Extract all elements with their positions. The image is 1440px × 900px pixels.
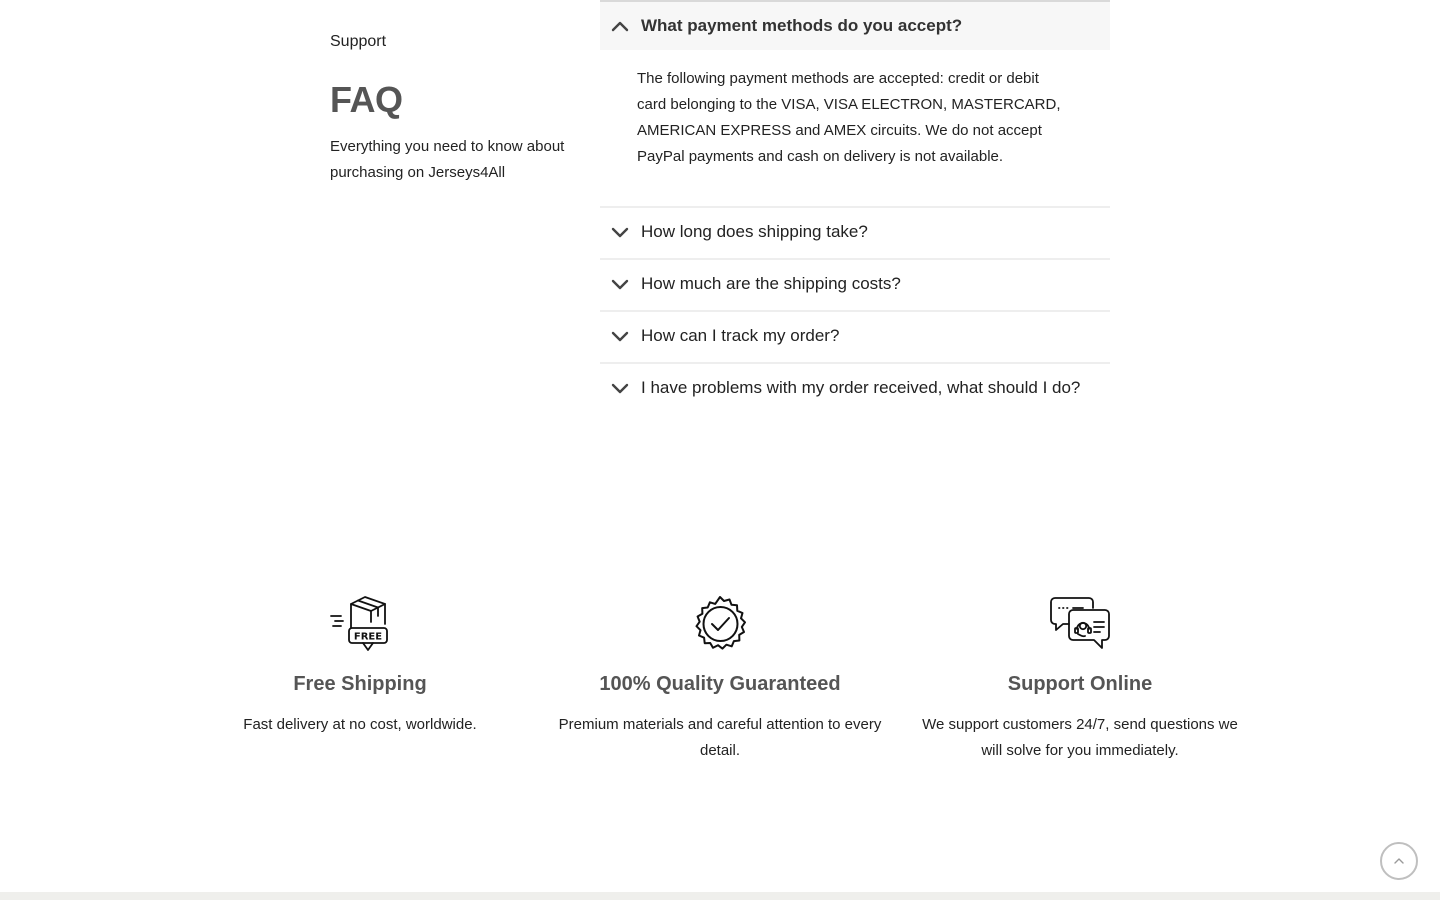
chevron-down-icon bbox=[610, 376, 630, 400]
faq-description: Everything you need to know about purchasing on Jerseys4All bbox=[330, 138, 565, 181]
faq-toggle-track-order[interactable] bbox=[600, 312, 1110, 362]
faq-accordion bbox=[600, 0, 1110, 414]
feature-quality bbox=[540, 594, 900, 764]
faq-question: I have problems with my order received, what should I do? bbox=[641, 378, 1081, 397]
faq-toggle-shipping-costs[interactable] bbox=[600, 260, 1110, 310]
faq-question: How much are the shipping costs? bbox=[641, 274, 901, 293]
feature-text: Fast delivery at no cost, worldwide. bbox=[243, 716, 477, 733]
feature-support bbox=[900, 594, 1260, 764]
chevron-down-icon bbox=[610, 272, 630, 296]
faq-intro bbox=[330, 30, 570, 186]
free-badge-text: FREE bbox=[353, 631, 383, 643]
support-chat-icon bbox=[900, 594, 1260, 654]
faq-answer: The following payment methods are accepted: credit or debit card belonging to the VISA, VISA ELECTRON, MASTERCARD, AMERICAN EXPRESS and AMEX circuits. We do not accept PayPal payments and cash on delivery is not available. bbox=[637, 70, 1061, 165]
faq-question: How long does shipping take? bbox=[641, 222, 868, 241]
page-title: FAQ bbox=[330, 79, 403, 120]
faq-eyebrow: Support bbox=[330, 33, 387, 50]
feature-text: Premium materials and careful attention to every detail. bbox=[558, 716, 882, 759]
faq-item-order-problems bbox=[600, 362, 1110, 414]
quality-badge-icon bbox=[540, 594, 900, 654]
chevron-down-icon bbox=[610, 324, 630, 348]
footer-strip bbox=[0, 892, 1440, 900]
faq-toggle-order-problems[interactable] bbox=[600, 364, 1110, 414]
features-row bbox=[180, 594, 1260, 764]
feature-title: Support Online bbox=[1007, 673, 1153, 695]
faq-question: What payment methods do you accept? bbox=[641, 16, 963, 35]
feature-free-shipping bbox=[180, 594, 540, 764]
free-shipping-box-icon bbox=[180, 594, 540, 654]
chevron-up-icon bbox=[610, 14, 630, 38]
faq-question: How can I track my order? bbox=[641, 326, 840, 345]
faq-item-shipping-costs bbox=[600, 258, 1110, 310]
back-to-top-button[interactable] bbox=[1380, 842, 1418, 880]
feature-title: 100% Quality Guaranteed bbox=[599, 673, 841, 695]
chevron-up-icon bbox=[1393, 852, 1405, 870]
faq-toggle-payment-methods[interactable] bbox=[600, 2, 1110, 50]
feature-text: We support customers 24/7, send questions we will solve for you immediately. bbox=[922, 716, 1238, 759]
faq-item-payment-methods bbox=[600, 0, 1110, 206]
feature-title: Free Shipping bbox=[293, 673, 427, 695]
chevron-down-icon bbox=[610, 220, 630, 244]
faq-toggle-shipping-time[interactable] bbox=[600, 208, 1110, 258]
faq-item-shipping-time bbox=[600, 206, 1110, 258]
faq-item-track-order bbox=[600, 310, 1110, 362]
